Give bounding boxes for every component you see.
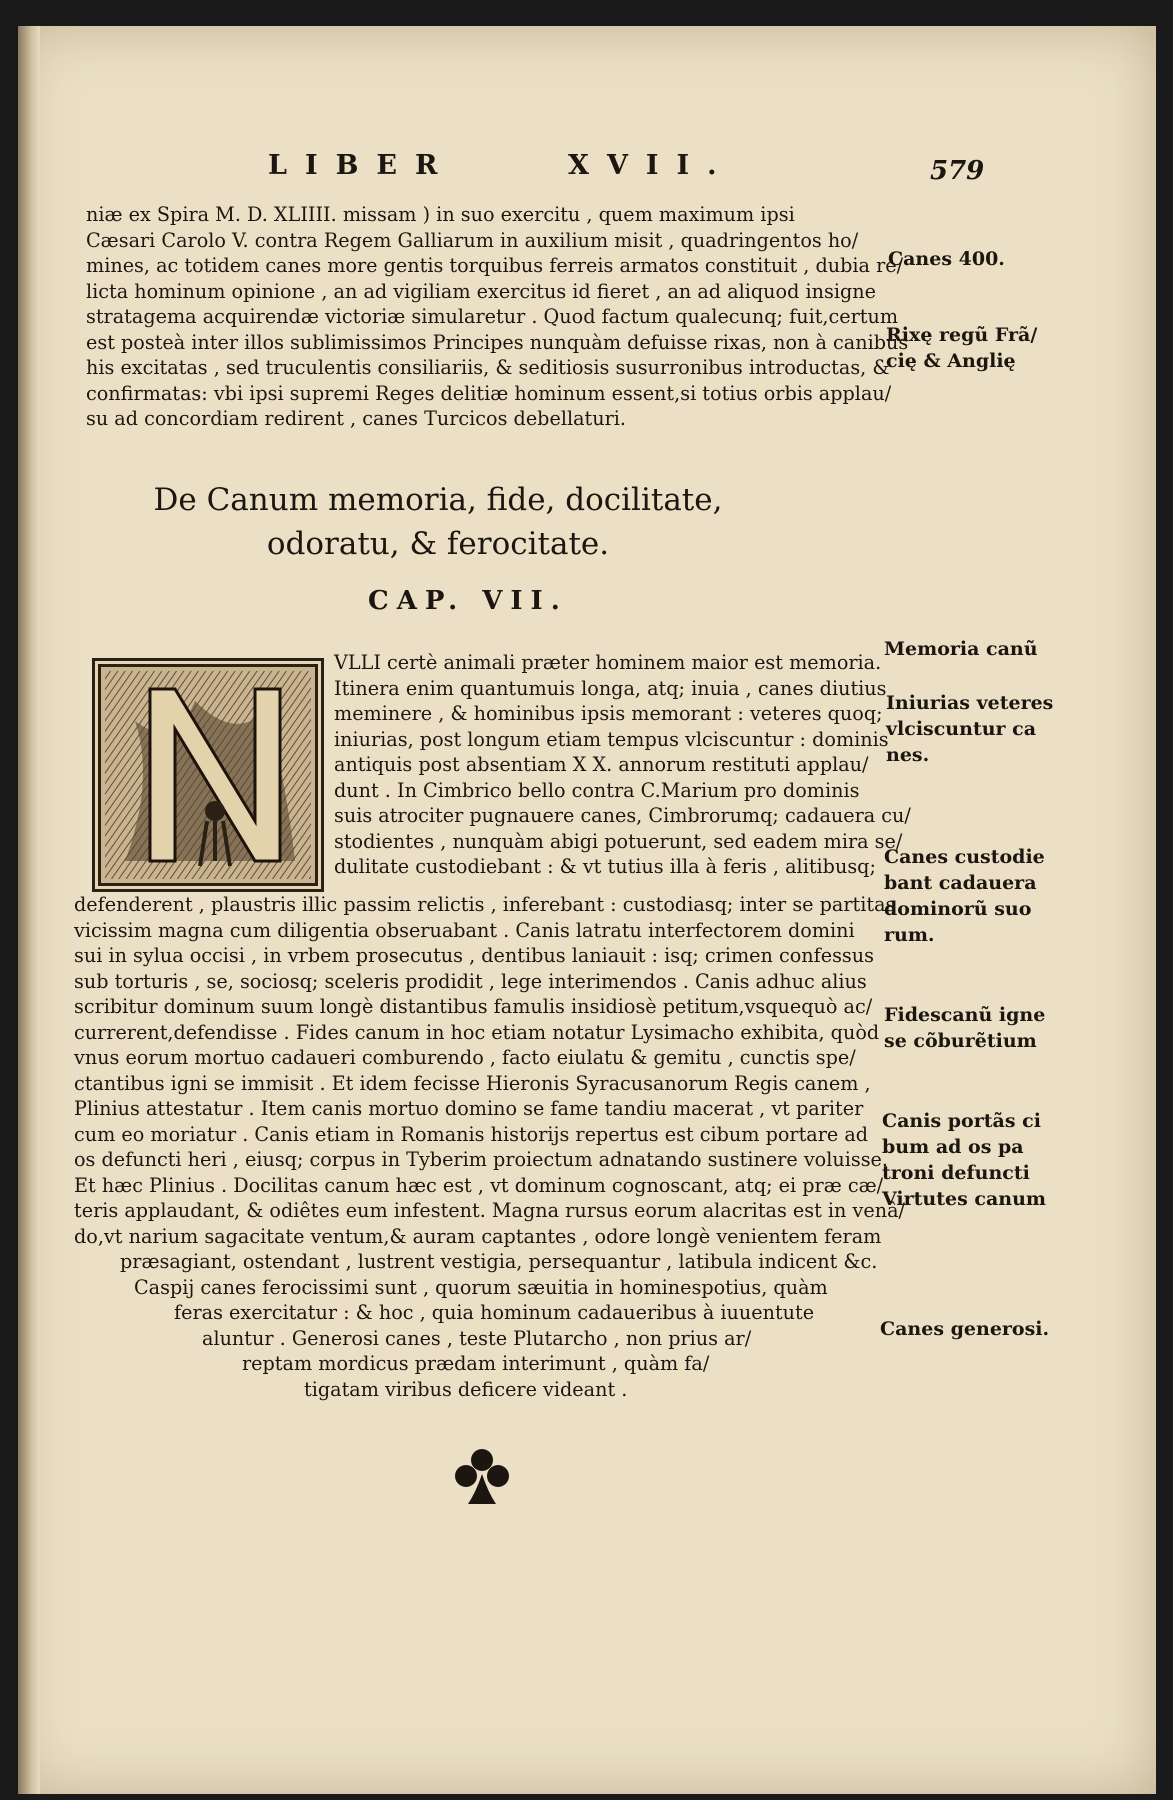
fleuron-ornament-icon [452, 1446, 512, 1508]
margin-line: Canes custodie [884, 846, 1045, 868]
marginal-note [886, 322, 1037, 374]
text-line: Plinius attestatur . Item canis mortuo domino se fame tandiu macerat , vt pariter [74, 1097, 864, 1120]
book-number: XVII. [568, 150, 735, 181]
text-line: currerent,defendisse . Fides canum in hoc etiam notatur Lysimacho exhibita, quòd [74, 1020, 880, 1044]
margin-line: bum ad os pa [882, 1136, 1024, 1158]
text-line: his excitatas , sed truculentis consiliariis, & seditiosis susurronibus introductas, & [86, 356, 890, 379]
text-line: licta hominum opinione , an ad vigiliam exercitus id fieret , an ad aliquod insigne [86, 279, 876, 303]
text-line: Et hæc Plinius . Docilitas canum hæc est , vt dominum cognoscant, atq; ei præ cæ/ [74, 1173, 884, 1197]
text-line: su ad concordiam redirent , canes Turcicos debellaturi. [86, 407, 627, 430]
text-line: VLLI certè animali præter hominem maior est memoria. [334, 651, 882, 674]
text-line: vicissim magna cum diligentia obseruabant . Canis latratu interfectorem domini [74, 918, 855, 942]
marginal-note [888, 246, 1005, 272]
text-line: dunt . In Cimbrico bello contra C.Marium pro dominis [334, 778, 860, 802]
margin-line: Fidescanũ igne [884, 1004, 1046, 1026]
running-title: LIBER [268, 150, 456, 181]
text-line: antiquis post absentiam X X. annorum restituti applau/ [334, 753, 869, 776]
text-line: stratagema acquirendæ victoriæ simularetur . Quod factum qualecunq; fuit,certum [86, 305, 899, 328]
text-line: confirmatas: vbi ipsi supremi Reges delitiæ hominum essent,si totius orbis applau/ [86, 381, 892, 405]
text-line: mines, ac totidem canes more gentis torquibus ferreis armatos constituit , dubia re/ [86, 254, 904, 277]
text-line: sub torturis , se, sociosq; sceleris prodidit , lege interimendos . Canis adhuc alius [74, 969, 867, 993]
margin-line: Canis portãs ci [882, 1110, 1041, 1132]
marginal-note [880, 1316, 1049, 1342]
top-paragraph [86, 202, 908, 432]
text-line: Itinera enim quantumuis longa, atq; inuia , canes diutius [334, 676, 887, 700]
margin-line: Canes 400. [888, 248, 1005, 270]
text-line: do,vt narium sagacitate ventum,& auram captantes , odore longè venientem feram [74, 1224, 882, 1248]
text-line: cum eo moriatur . Canis etiam in Romanis historijs repertus est cibum portare ad [74, 1122, 869, 1146]
marginal-note [886, 690, 1053, 768]
text-line: os defuncti heri , eiusq; corpus in Tyberim proiectum adnatando sustinere voluisse. [74, 1148, 889, 1171]
margin-line: cię & Anglię [886, 350, 1016, 372]
marginal-note [884, 636, 1038, 662]
margin-line: se cõburẽtium [884, 1030, 1037, 1052]
text-line: sui in sylua occisi , in vrbem prosecutus , dentibus laniauit : isq; crimen confessus [74, 944, 874, 967]
chapter-body [74, 892, 905, 1402]
marginal-note [884, 1002, 1045, 1054]
margin-line: Memoria canũ [884, 638, 1038, 660]
chapter-title-line: De Canum memoria, fide, docilitate, [153, 482, 723, 518]
text-line: reptam mordicus prædam interimunt , quàm fa/ [242, 1352, 710, 1375]
text-line: aluntur . Generosi canes , teste Plutarcho , non prius ar/ [202, 1326, 752, 1350]
text-line: est posteà inter illos sublimissimos Principes nunquàm defuisse rixas, non à canibus [86, 330, 909, 354]
margin-line: rum. [884, 924, 935, 946]
marginal-note [882, 1108, 1046, 1212]
margin-line: bant cadauera [884, 872, 1037, 894]
text-line: Cæsari Carolo V. contra Regem Galliarum in auxilium misit , quadringentos ho/ [86, 228, 859, 252]
text-line: ctantibus igni se immisit . Et idem fecisse Hieronis Syracusanorum Regis canem , [74, 1071, 871, 1095]
text-line: suis atrociter pugnauere canes, Cimbrorumq; cadauera cu/ [334, 804, 911, 827]
text-line: meminere , & hominibus ipsis memorant : veteres quoq; [334, 702, 883, 725]
text-line: scribitur dominum suum longè distantibus famulis insidiosè petitum,vsquequò ac/ [74, 995, 873, 1018]
text-line: Caspij canes ferocissimi sunt , quorum sæuitia in hominespotius, quàm [134, 1275, 828, 1299]
book-page [18, 26, 1156, 1794]
chapter-label: CAP. VII. [368, 586, 568, 616]
text-line: vnus eorum mortuo cadaueri comburendo , facto eiulatu & gemitu , cunctis spe/ [74, 1046, 856, 1069]
chapter-opening-lines [334, 650, 911, 880]
text-line: teris applaudant, & odiêtes eum infestent. Magna rursus eorum alacritas est in venâ/ [74, 1199, 905, 1222]
text-line: feras exercitatur : & hoc , quia hominum cadaueribus à iuuentute [174, 1301, 815, 1324]
text-line: niæ ex Spira M. D. XLIIII. missam ) in suo exercitu , quem maximum ipsi [86, 203, 795, 226]
margin-line: nes. [886, 744, 930, 766]
text-line: iniurias, post longum etiam tempus vlciscuntur : dominis [334, 727, 889, 751]
margin-line: dominorũ suo [884, 898, 1032, 920]
margin-line: troni defuncti [882, 1162, 1030, 1184]
margin-line: vlciscuntur ca [886, 718, 1037, 740]
margin-line: Canes generosi. [880, 1318, 1050, 1340]
page-number: 579 [930, 156, 985, 186]
chapter-title [118, 478, 758, 566]
text-line: præsagiant, ostendant , lustrent vestigia, persequantur , latibula indicent &c. [120, 1250, 878, 1273]
text-line: defenderent , plaustris illic passim relictis , inferebant : custodiasq; inter se partitas [74, 893, 896, 916]
margin-line: Virtutes canum [882, 1188, 1047, 1210]
decorated-initial-n [92, 658, 324, 892]
text-line: stodientes , nunquàm abigi potuerunt, sed eadem mira se/ [334, 829, 903, 853]
page-gutter-edge [18, 26, 40, 1794]
text-line: dulitate custodiebant : & vt tutius illa à feris , alitibusq; [334, 855, 876, 878]
marginal-note [884, 844, 1045, 948]
text-line: tigatam viribus deficere videant . [304, 1377, 628, 1401]
chapter-title-line: odoratu, & ferocitate. [266, 526, 610, 562]
woodcut-initial-icon [95, 661, 321, 889]
margin-line: Iniurias veteres [886, 692, 1054, 714]
margin-line: Rixę regũ Frã/ [886, 324, 1038, 346]
